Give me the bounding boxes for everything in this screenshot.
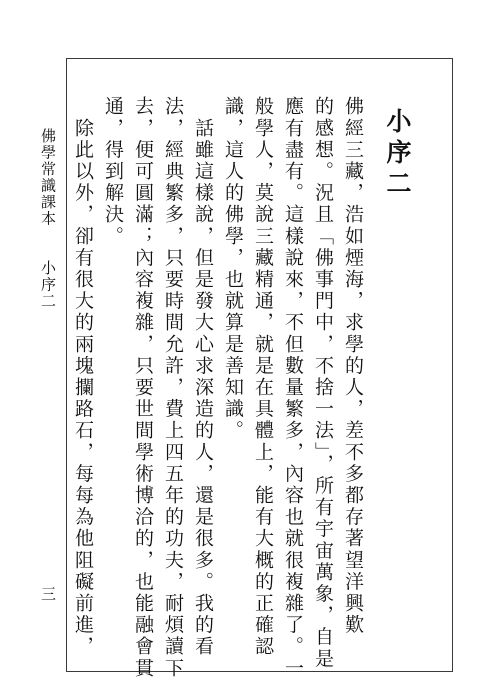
header-gap [39, 227, 57, 260]
text-column-7: 法，經典繁多，只要時間允許，費上四五年的功夫，耐煩讀下 [162, 96, 184, 680]
text-column-4: 般學人，莫說三藏精通，就是在具體上，能有大概的正確認 [252, 96, 274, 658]
text-column-9: 通，得到解決。 [102, 96, 124, 248]
page-number: 三 [39, 586, 57, 601]
section-heading: 小序二 [383, 108, 412, 201]
section-title: 小序二 [39, 260, 57, 310]
text-column-6: 話雖這樣說，但是發大心求深造的人，還是很多。我的看 [192, 96, 214, 658]
text-column-3: 應有盡有。這樣說來，不但數量繁多，內容也就很複雜了。一 [282, 96, 304, 680]
text-column-2: 的感想。況且「佛事門中，不捨一法」，所有宇宙萬象，自是 [312, 96, 334, 670]
running-header [38, 128, 59, 310]
book-title: 佛學常識課本 [39, 128, 57, 227]
text-column-5: 識，這人的佛學，也就算是善知識。 [222, 96, 244, 442]
text-column-1: 佛經三藏，浩如煙海，求學的人，差不多都存著望洋興歎 [342, 96, 364, 636]
text-column-8: 去，便可圓滿；內容複雜，只要世間學術博洽的，也能融會貫 [132, 96, 154, 680]
text-column-10: 除此以外，卻有很大的兩塊攔路石，每每為他阻礙前進， [72, 96, 94, 658]
